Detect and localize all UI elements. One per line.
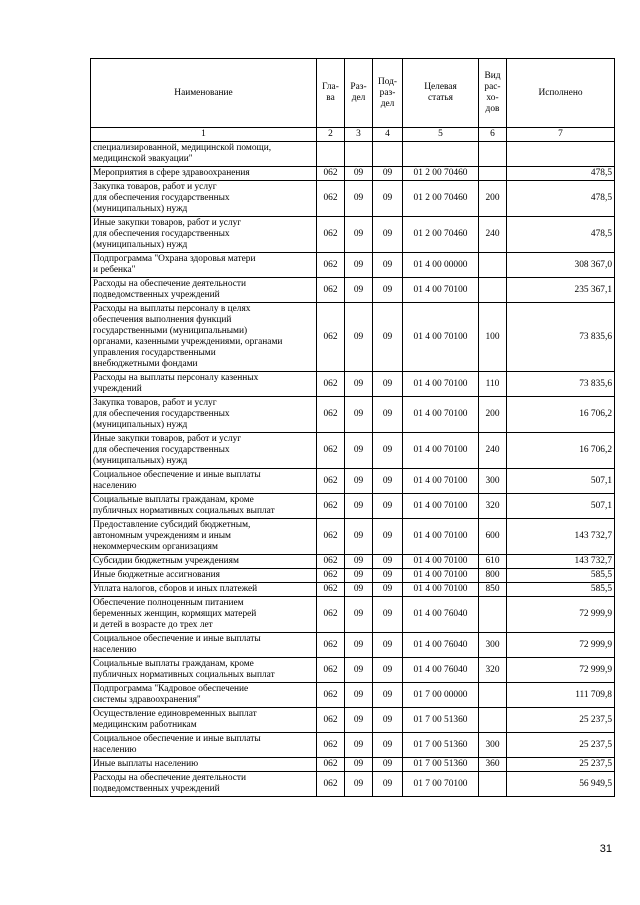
- header-glava: [317, 59, 345, 128]
- row-expense-type-cell: [479, 772, 507, 797]
- header-podrazdel-text: Под- раз- дел: [377, 76, 398, 109]
- row-name-cell: Предоставление субсидий бюджетным, автономным учреждениям и иным некоммерческим организациям: [91, 519, 317, 555]
- row-podrazdel-cell: 09: [373, 569, 403, 583]
- row-glava-cell: 062: [317, 278, 345, 303]
- row-razdel-cell: 09: [345, 433, 373, 469]
- row-expense-type-cell: 110: [479, 372, 507, 397]
- row-razdel-cell: 09: [345, 253, 373, 278]
- row-glava-cell: 062: [317, 633, 345, 658]
- row-target-cell: 01 4 00 70100: [403, 278, 479, 303]
- row-podrazdel-cell: 09: [373, 658, 403, 683]
- row-glava-cell: 062: [317, 217, 345, 253]
- budget-table: [90, 58, 615, 797]
- row-razdel-cell: 09: [345, 683, 373, 708]
- table-row: [91, 758, 615, 772]
- row-razdel-cell: 09: [345, 469, 373, 494]
- row-glava-cell: 062: [317, 683, 345, 708]
- row-target-cell: 01 7 00 70100: [403, 772, 479, 797]
- row-target-cell: 01 4 00 70100: [403, 494, 479, 519]
- table-row: [91, 278, 615, 303]
- row-glava-cell: 062: [317, 519, 345, 555]
- row-podrazdel-cell: 09: [373, 167, 403, 181]
- row-amount-cell: 72 999,9: [507, 597, 615, 633]
- row-expense-type-cell: 300: [479, 733, 507, 758]
- row-name-cell: Социальное обеспечение и иные выплаты населению: [91, 469, 317, 494]
- column-number: 2: [317, 128, 345, 142]
- row-razdel-cell: 09: [345, 597, 373, 633]
- row-target-cell: 01 7 00 51360: [403, 733, 479, 758]
- row-name-cell: Социальные выплаты гражданам, кроме публичных нормативных социальных выплат: [91, 494, 317, 519]
- row-glava-cell: 062: [317, 494, 345, 519]
- table-row: [91, 397, 615, 433]
- row-target-cell: 01 4 00 70100: [403, 433, 479, 469]
- row-expense-type-cell: 100: [479, 303, 507, 372]
- row-name-cell: Субсидии бюджетным учреждениям: [91, 555, 317, 569]
- row-glava-cell: 062: [317, 708, 345, 733]
- row-target-cell: 01 2 00 70460: [403, 217, 479, 253]
- row-expense-type-cell: [479, 708, 507, 733]
- row-name-cell: Иные бюджетные ассигнования: [91, 569, 317, 583]
- row-glava-cell: 062: [317, 569, 345, 583]
- table-row: [91, 217, 615, 253]
- row-expense-type-cell: 360: [479, 758, 507, 772]
- row-amount-cell: 585,5: [507, 569, 615, 583]
- row-glava-cell: 062: [317, 555, 345, 569]
- row-podrazdel-cell: 09: [373, 597, 403, 633]
- row-expense-type-cell: 320: [479, 494, 507, 519]
- row-razdel-cell: 09: [345, 708, 373, 733]
- row-amount-cell: 308 367,0: [507, 253, 615, 278]
- row-glava-cell: 062: [317, 433, 345, 469]
- column-number: 6: [479, 128, 507, 142]
- header-expense-type-text: Вид рас- хо- дов: [484, 71, 501, 114]
- row-target-cell: 01 2 00 70460: [403, 167, 479, 181]
- row-name-cell: Подпрограмма "Охрана здоровья матери и ребенка": [91, 253, 317, 278]
- row-target-cell: 01 4 00 76040: [403, 633, 479, 658]
- row-podrazdel-cell: 09: [373, 303, 403, 372]
- row-target-cell: 01 4 00 70100: [403, 397, 479, 433]
- row-expense-type-cell: 240: [479, 217, 507, 253]
- row-expense-type-cell: 610: [479, 555, 507, 569]
- header-expense-type: [479, 59, 507, 128]
- table-row: [91, 142, 615, 167]
- row-target-cell: 01 4 00 70100: [403, 469, 479, 494]
- row-target-cell: 01 4 00 70100: [403, 372, 479, 397]
- row-podrazdel-cell: 09: [373, 372, 403, 397]
- table-row: [91, 708, 615, 733]
- table-row: [91, 772, 615, 797]
- row-razdel-cell: 09: [345, 583, 373, 597]
- row-glava-cell: 062: [317, 253, 345, 278]
- header-executed-text: Исполнено: [538, 87, 583, 98]
- row-podrazdel-cell: 09: [373, 683, 403, 708]
- row-name-cell: Расходы на обеспечение деятельности подведомственных учреждений: [91, 278, 317, 303]
- row-podrazdel-cell: 09: [373, 494, 403, 519]
- row-target-cell: 01 2 00 70460: [403, 181, 479, 217]
- table-body: [91, 142, 615, 797]
- row-razdel-cell: 09: [345, 217, 373, 253]
- row-expense-type-cell: [479, 142, 507, 167]
- table-row: [91, 433, 615, 469]
- row-name-cell: Иные закупки товаров, работ и услуг для обеспечения государственных (муниципальных) нужд: [91, 433, 317, 469]
- row-amount-cell: [507, 142, 615, 167]
- row-name-cell: Расходы на обеспечение деятельности подведомственных учреждений: [91, 772, 317, 797]
- row-name-cell: Иные выплаты населению: [91, 758, 317, 772]
- column-number: 5: [403, 128, 479, 142]
- row-glava-cell: 062: [317, 167, 345, 181]
- header-target: [403, 59, 479, 128]
- row-podrazdel-cell: 09: [373, 758, 403, 772]
- row-amount-cell: 16 706,2: [507, 397, 615, 433]
- row-glava-cell: 062: [317, 658, 345, 683]
- row-razdel-cell: 09: [345, 167, 373, 181]
- row-amount-cell: 56 949,5: [507, 772, 615, 797]
- row-amount-cell: 585,5: [507, 583, 615, 597]
- header-name-text: Наименование: [174, 87, 233, 98]
- row-glava-cell: 062: [317, 772, 345, 797]
- row-expense-type-cell: [479, 597, 507, 633]
- row-glava-cell: 062: [317, 758, 345, 772]
- row-target-cell: 01 4 00 70100: [403, 519, 479, 555]
- row-podrazdel-cell: 09: [373, 397, 403, 433]
- row-name-cell: Закупка товаров, работ и услуг для обеспечения государственных (муниципальных) нужд: [91, 397, 317, 433]
- row-razdel-cell: 09: [345, 181, 373, 217]
- row-glava-cell: 062: [317, 397, 345, 433]
- table-row: [91, 253, 615, 278]
- row-expense-type-cell: 320: [479, 658, 507, 683]
- row-amount-cell: 235 367,1: [507, 278, 615, 303]
- row-glava-cell: [317, 142, 345, 167]
- row-razdel-cell: 09: [345, 633, 373, 658]
- row-amount-cell: 25 237,5: [507, 708, 615, 733]
- row-razdel-cell: [345, 142, 373, 167]
- table-row: [91, 181, 615, 217]
- row-podrazdel-cell: 09: [373, 733, 403, 758]
- row-name-cell: Социальное обеспечение и иные выплаты населению: [91, 633, 317, 658]
- row-name-cell: Иные закупки товаров, работ и услуг для обеспечения государственных (муниципальных) нужд: [91, 217, 317, 253]
- row-amount-cell: 143 732,7: [507, 519, 615, 555]
- header-executed: [507, 59, 615, 128]
- row-razdel-cell: 09: [345, 658, 373, 683]
- row-podrazdel-cell: 09: [373, 633, 403, 658]
- row-amount-cell: 478,5: [507, 181, 615, 217]
- row-target-cell: 01 4 00 00000: [403, 253, 479, 278]
- row-target-cell: 01 7 00 51360: [403, 758, 479, 772]
- row-expense-type-cell: [479, 278, 507, 303]
- row-amount-cell: 16 706,2: [507, 433, 615, 469]
- row-razdel-cell: 09: [345, 494, 373, 519]
- header-glava-text: Гла- ва: [322, 82, 339, 103]
- row-name-cell: Осуществление единовременных выплат медицинским работникам: [91, 708, 317, 733]
- row-razdel-cell: 09: [345, 397, 373, 433]
- row-name-cell: специализированной, медицинской помощи, медицинской эвакуации": [91, 142, 317, 167]
- row-glava-cell: 062: [317, 597, 345, 633]
- row-razdel-cell: 09: [345, 569, 373, 583]
- row-amount-cell: 25 237,5: [507, 758, 615, 772]
- row-amount-cell: 111 709,8: [507, 683, 615, 708]
- table-row: [91, 519, 615, 555]
- row-name-cell: Социальные выплаты гражданам, кроме публичных нормативных социальных выплат: [91, 658, 317, 683]
- header-razdel: [345, 59, 373, 128]
- row-glava-cell: 062: [317, 181, 345, 217]
- page-number: 31: [599, 843, 612, 855]
- table-row: [91, 469, 615, 494]
- table-row: [91, 633, 615, 658]
- row-amount-cell: 73 835,6: [507, 303, 615, 372]
- table-row: [91, 683, 615, 708]
- row-glava-cell: 062: [317, 469, 345, 494]
- row-razdel-cell: 09: [345, 519, 373, 555]
- row-podrazdel-cell: 09: [373, 433, 403, 469]
- table-row: [91, 733, 615, 758]
- column-number: 1: [91, 128, 317, 142]
- row-target-cell: 01 7 00 00000: [403, 683, 479, 708]
- row-name-cell: Закупка товаров, работ и услуг для обеспечения государственных (муниципальных) нужд: [91, 181, 317, 217]
- row-podrazdel-cell: 09: [373, 469, 403, 494]
- table-row: [91, 303, 615, 372]
- row-podrazdel-cell: 09: [373, 278, 403, 303]
- table-row: [91, 658, 615, 683]
- table-row: [91, 597, 615, 633]
- row-target-cell: 01 4 00 70100: [403, 569, 479, 583]
- row-razdel-cell: 09: [345, 772, 373, 797]
- row-target-cell: 01 4 00 70100: [403, 555, 479, 569]
- table-row: [91, 167, 615, 181]
- table-row: [91, 555, 615, 569]
- table-row: [91, 583, 615, 597]
- row-expense-type-cell: 300: [479, 469, 507, 494]
- row-name-cell: Расходы на выплаты персоналу казенных учреждений: [91, 372, 317, 397]
- header-target-text: Целевая статья: [424, 82, 457, 103]
- row-podrazdel-cell: 09: [373, 583, 403, 597]
- row-target-cell: 01 4 00 70100: [403, 583, 479, 597]
- row-target-cell: [403, 142, 479, 167]
- row-podrazdel-cell: [373, 142, 403, 167]
- row-name-cell: Уплата налогов, сборов и иных платежей: [91, 583, 317, 597]
- row-expense-type-cell: 300: [479, 633, 507, 658]
- header-podrazdel: [373, 59, 403, 128]
- row-expense-type-cell: 600: [479, 519, 507, 555]
- row-amount-cell: 478,5: [507, 217, 615, 253]
- row-glava-cell: 062: [317, 303, 345, 372]
- row-amount-cell: 507,1: [507, 469, 615, 494]
- row-target-cell: 01 4 00 76040: [403, 658, 479, 683]
- row-amount-cell: 507,1: [507, 494, 615, 519]
- row-target-cell: 01 7 00 51360: [403, 708, 479, 733]
- header-row: [91, 59, 615, 128]
- row-target-cell: 01 4 00 76040: [403, 597, 479, 633]
- row-razdel-cell: 09: [345, 303, 373, 372]
- row-amount-cell: 143 732,7: [507, 555, 615, 569]
- row-expense-type-cell: [479, 253, 507, 278]
- table-row: [91, 569, 615, 583]
- row-glava-cell: 062: [317, 583, 345, 597]
- row-name-cell: Обеспечение полноценным питанием беременных женщин, кормящих матерей и детей в возрасте до трех лет: [91, 597, 317, 633]
- table-row: [91, 372, 615, 397]
- header-razdel-text: Раз- дел: [350, 82, 367, 103]
- row-glava-cell: 062: [317, 733, 345, 758]
- row-name-cell: Мероприятия в сфере здравоохранения: [91, 167, 317, 181]
- row-amount-cell: 478,5: [507, 167, 615, 181]
- row-expense-type-cell: 200: [479, 397, 507, 433]
- row-expense-type-cell: 240: [479, 433, 507, 469]
- row-amount-cell: 72 999,9: [507, 633, 615, 658]
- row-amount-cell: 25 237,5: [507, 733, 615, 758]
- column-number: 3: [345, 128, 373, 142]
- row-razdel-cell: 09: [345, 758, 373, 772]
- row-podrazdel-cell: 09: [373, 253, 403, 278]
- row-podrazdel-cell: 09: [373, 181, 403, 217]
- table-row: [91, 494, 615, 519]
- row-name-cell: Подпрограмма "Кадровое обеспечение системы здравоохранения": [91, 683, 317, 708]
- row-podrazdel-cell: 09: [373, 772, 403, 797]
- row-amount-cell: 72 999,9: [507, 658, 615, 683]
- row-amount-cell: 73 835,6: [507, 372, 615, 397]
- row-expense-type-cell: 200: [479, 181, 507, 217]
- row-expense-type-cell: 800: [479, 569, 507, 583]
- row-razdel-cell: 09: [345, 733, 373, 758]
- row-podrazdel-cell: 09: [373, 555, 403, 569]
- column-number-row: [91, 128, 615, 142]
- row-expense-type-cell: [479, 167, 507, 181]
- column-number: 7: [507, 128, 615, 142]
- row-razdel-cell: 09: [345, 555, 373, 569]
- row-podrazdel-cell: 09: [373, 217, 403, 253]
- column-number: 4: [373, 128, 403, 142]
- row-razdel-cell: 09: [345, 372, 373, 397]
- row-expense-type-cell: [479, 683, 507, 708]
- row-podrazdel-cell: 09: [373, 708, 403, 733]
- row-razdel-cell: 09: [345, 278, 373, 303]
- row-name-cell: Расходы на выплаты персоналу в целях обеспечения выполнения функций государственными (муниципальными) органами, казенными учреждениями, органами управления государственными внебюджетными фондами: [91, 303, 317, 372]
- row-glava-cell: 062: [317, 372, 345, 397]
- row-target-cell: 01 4 00 70100: [403, 303, 479, 372]
- row-expense-type-cell: 850: [479, 583, 507, 597]
- row-name-cell: Социальное обеспечение и иные выплаты населению: [91, 733, 317, 758]
- header-name: [91, 59, 317, 128]
- row-podrazdel-cell: 09: [373, 519, 403, 555]
